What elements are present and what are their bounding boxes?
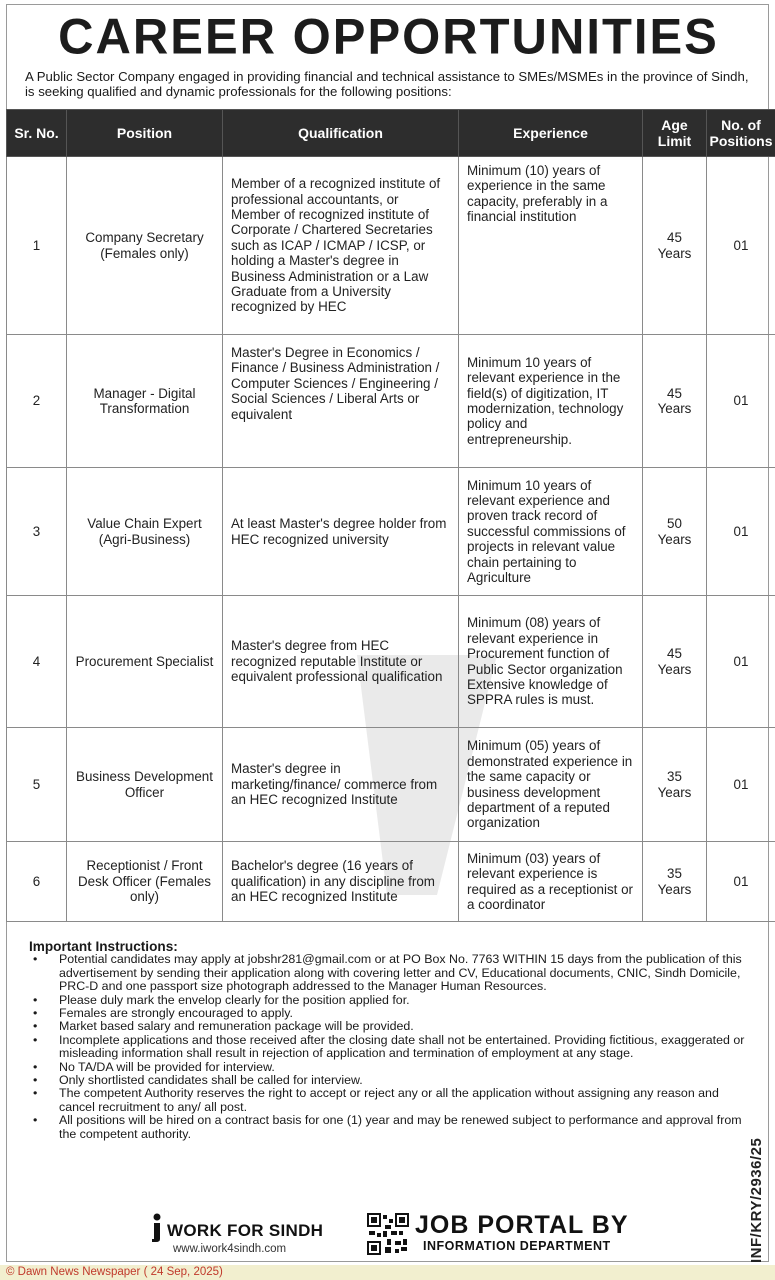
cell-age-limit: 35 Years <box>643 728 707 842</box>
header-sr-no: Sr. No. <box>7 110 67 157</box>
list-item: • Females are strongly encouraged to apply. <box>29 1007 749 1020</box>
list-item: • All positions will be hired on a contract basis for one (1) year and may be renewed subject to performance and approval from the competent authority. <box>29 1114 749 1141</box>
table-row <box>7 468 775 596</box>
page-title: CAREER OPPORTUNITIES <box>58 9 719 65</box>
cell-sr: 2 <box>7 335 67 468</box>
cell-position: Manager - Digital Transformation <box>67 335 223 468</box>
instructions-title: Important Instructions: <box>29 939 178 954</box>
table-row <box>7 596 775 728</box>
cell-position: Receptionist / Front Desk Officer (Females only) <box>67 842 223 922</box>
work-for-sindh-text: WORK FOR SINDH <box>167 1221 324 1240</box>
cell-sr: 5 <box>7 728 67 842</box>
cell-experience: Minimum 10 years of relevant experience and proven track record of successful commissions of projects in relevant value chain pertaining to Agriculture <box>459 468 643 596</box>
cell-positions: 01 <box>707 335 775 468</box>
cell-qualification: Master's degree from HEC recognized reputable Institute or equivalent professional qualification <box>223 596 459 728</box>
header-no-of-positions: No. of Positions <box>707 110 775 157</box>
header-age-limit: Age Limit <box>643 110 707 157</box>
cell-position: Business Development Officer <box>67 728 223 842</box>
cell-positions: 01 <box>707 157 775 335</box>
advertisement-frame <box>6 4 773 1263</box>
cell-qualification: Master's degree in marketing/finance/ commerce from an HEC recognized Institute <box>223 728 459 842</box>
cell-sr: 6 <box>7 842 67 922</box>
footer-logos <box>147 1211 647 1263</box>
header-experience: Experience <box>459 110 643 157</box>
job-portal-subtitle: INFORMATION DEPARTMENT <box>423 1239 611 1253</box>
instructions-section <box>29 940 749 1141</box>
positions-table <box>6 109 775 922</box>
cell-experience: Minimum (03) years of relevant experience is required as a receptionist or a coordinator <box>459 842 643 922</box>
cell-sr: 3 <box>7 468 67 596</box>
list-item: • Incomplete applications and those received after the closing date shall not be entertained. Providing fictitious, exaggerated or misleading information shall result in rejection of application and termination of employment at any stage. <box>29 1034 749 1061</box>
table-row <box>7 728 775 842</box>
work-for-sindh-url[interactable]: www.iwork4sindh.com <box>173 1243 287 1255</box>
work-for-sindh-icon <box>151 1213 163 1243</box>
table-row <box>7 842 775 922</box>
cell-positions: 01 <box>707 842 775 922</box>
cell-experience: Minimum (08) years of relevant experience in Procurement function of Public Sector organization Extensive knowledge of SPPRA rules is must. <box>459 596 643 728</box>
instructions-list <box>29 953 749 1141</box>
list-item: • Please duly mark the envelop clearly for the position applied for. <box>29 994 749 1007</box>
list-item: • No TA/DA will be provided for interview. <box>29 1061 749 1074</box>
table-row <box>7 335 775 468</box>
cell-positions: 01 <box>707 728 775 842</box>
cell-qualification: Bachelor's degree (16 years of qualification) in any discipline from an HEC recognized Institute <box>223 842 459 922</box>
cell-position: Company Secretary (Females only) <box>67 157 223 335</box>
work-for-sindh-logo <box>147 1211 362 1263</box>
cell-experience: Minimum (10) years of experience in the same capacity, preferably in a financial institution <box>459 157 643 335</box>
cell-age-limit: 50 Years <box>643 468 707 596</box>
header-qualification: Qualification <box>223 110 459 157</box>
cell-position: Procurement Specialist <box>67 596 223 728</box>
cell-age-limit: 35 Years <box>643 842 707 922</box>
header-position: Position <box>67 110 223 157</box>
list-item: • Only shortlisted candidates shall be called for interview. <box>29 1074 749 1087</box>
cell-experience: Minimum 10 years of relevant experience in the field(s) of digitization, IT modernization, technology policy and entrepreneurship. <box>459 335 643 468</box>
reference-number: INF/KRY/2936/25 <box>748 1137 765 1263</box>
cell-age-limit: 45 Years <box>643 157 707 335</box>
cell-positions: 01 <box>707 596 775 728</box>
cell-age-limit: 45 Years <box>643 596 707 728</box>
list-item: • The competent Authority reserves the right to accept or reject any or all the application without assigning any reason and cancel recruitment to any/ all post. <box>29 1087 749 1114</box>
intro-paragraph: A Public Sector Company engaged in providing financial and technical assistance to SMEs/MSMEs in the province of Sindh, is seeking qualified and dynamic professionals for the following positions: <box>25 69 749 99</box>
table-row <box>7 157 775 335</box>
cell-qualification: Master's Degree in Economics / Finance / Business Administration / Computer Sciences / Engineering / Social Sciences / Liberal Arts or equivalent <box>223 335 459 468</box>
cell-sr: 1 <box>7 157 67 335</box>
cell-qualification: At least Master's degree holder from HEC recognized university <box>223 468 459 596</box>
cell-experience: Minimum (05) years of demonstrated experience in the same capacity or business development department of a reputed organization <box>459 728 643 842</box>
cell-position: Value Chain Expert (Agri-Business) <box>67 468 223 596</box>
source-credit: © Dawn News Newspaper ( 24 Sep, 2025) <box>0 1265 775 1280</box>
cell-qualification: Member of a recognized institute of professional accountants, or Member of recognized institute of Corporate / Chartered Secretaries such as ICAP / ICMAP / ICSP, or holding a Master's degree in Business Administration or a Law Graduate from a University recognized by HEC <box>223 157 459 335</box>
qr-code-icon <box>367 1213 409 1255</box>
job-portal-title: JOB PORTAL BY <box>415 1211 629 1239</box>
list-item: • Market based salary and remuneration package will be provided. <box>29 1020 749 1033</box>
list-item: • Potential candidates may apply at jobshr281@gmail.com or at PO Box No. 7763 WITHIN 15 days from the publication of this advertisement by sending their application along with covering letter and CV, Educational documents, CNIC, Sindh Domicile, PRC-D and one passport size photograph addressed to the Manager Human Resources. <box>29 953 749 993</box>
table-header-row <box>7 110 775 157</box>
cell-age-limit: 45 Years <box>643 335 707 468</box>
cell-positions: 01 <box>707 468 775 596</box>
cell-sr: 4 <box>7 596 67 728</box>
